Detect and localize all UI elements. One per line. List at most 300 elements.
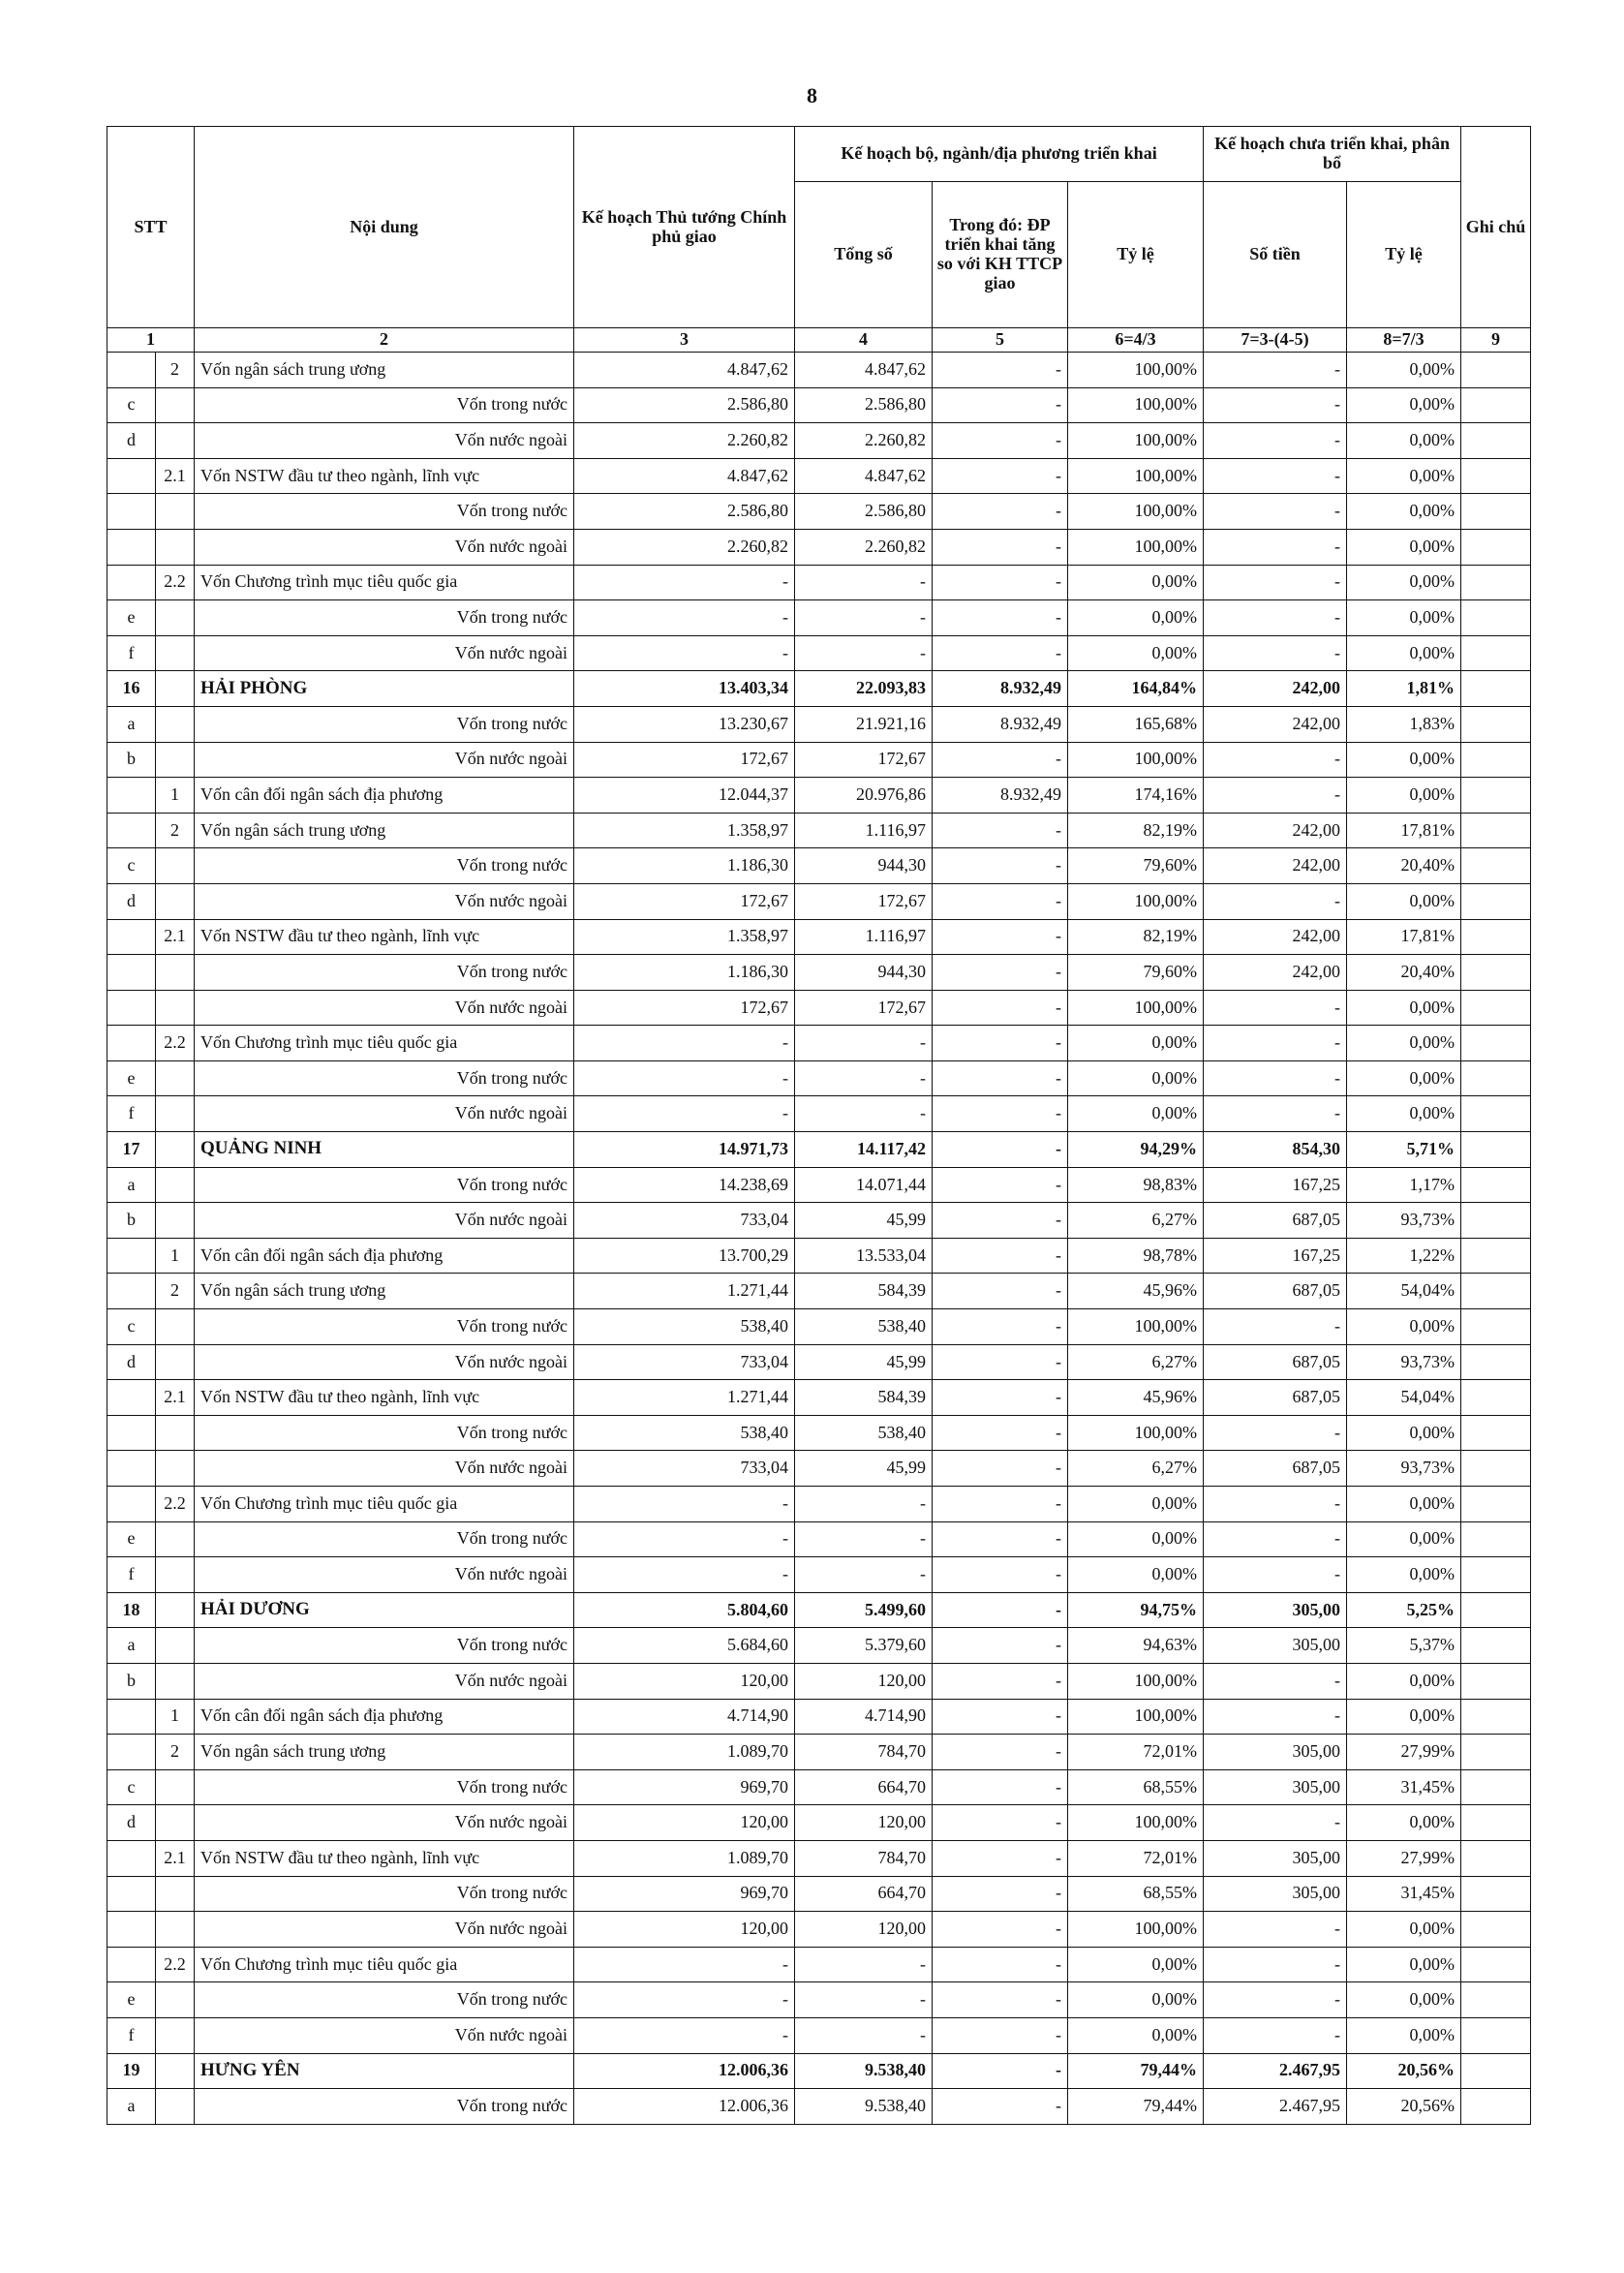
row-stt: e bbox=[107, 1521, 156, 1557]
ty-le-chua-trien-khai-value: 0,00% bbox=[1347, 2017, 1461, 2053]
ty-le-trien-khai-value: 100,00% bbox=[1068, 1805, 1204, 1841]
ty-le-trien-khai-value: 100,00% bbox=[1068, 529, 1204, 565]
ke-hoach-ttcp-value: - bbox=[574, 2017, 795, 2053]
ke-hoach-ttcp-value: 969,70 bbox=[574, 1876, 795, 1912]
row-stt: a bbox=[107, 1628, 156, 1664]
ke-hoach-ttcp-value: 5.684,60 bbox=[574, 1628, 795, 1664]
ty-le-trien-khai-value: 0,00% bbox=[1068, 635, 1204, 671]
table-row bbox=[107, 1415, 1531, 1451]
row-stt bbox=[107, 458, 156, 494]
ty-le-trien-khai-value: 0,00% bbox=[1068, 1487, 1204, 1522]
row-ghi-chu bbox=[1461, 813, 1531, 848]
ty-le-trien-khai-value: 0,00% bbox=[1068, 1060, 1204, 1096]
ty-le-chua-trien-khai-value: 0,00% bbox=[1347, 1026, 1461, 1061]
row-sub-number bbox=[156, 1769, 195, 1805]
table-row bbox=[107, 1060, 1531, 1096]
ty-le-chua-trien-khai-value: 1,81% bbox=[1347, 671, 1461, 707]
table-row bbox=[107, 1557, 1531, 1593]
table-row bbox=[107, 1203, 1531, 1239]
ke-hoach-ttcp-value: 13.230,67 bbox=[574, 706, 795, 742]
so-tien-chua-trien-khai-value: - bbox=[1204, 1663, 1347, 1699]
so-tien-chua-trien-khai-value: - bbox=[1204, 742, 1347, 778]
tong-so-value: - bbox=[795, 600, 933, 636]
row-stt: c bbox=[107, 848, 156, 884]
row-stt: c bbox=[107, 1769, 156, 1805]
row-stt bbox=[107, 1876, 156, 1912]
ke-hoach-ttcp-value: 1.089,70 bbox=[574, 1840, 795, 1876]
row-stt bbox=[107, 955, 156, 991]
ke-hoach-ttcp-value: 172,67 bbox=[574, 742, 795, 778]
row-stt: e bbox=[107, 1060, 156, 1096]
table-row bbox=[107, 458, 1531, 494]
ty-le-trien-khai-value: 79,60% bbox=[1068, 955, 1204, 991]
ty-le-trien-khai-value: 82,19% bbox=[1068, 813, 1204, 848]
colnum-4: 4 bbox=[795, 328, 933, 353]
row-sub-number bbox=[156, 1982, 195, 2018]
row-sub-number: 2.1 bbox=[156, 458, 195, 494]
row-content: Vốn trong nước bbox=[195, 494, 574, 530]
header-tong-so: Tổng số bbox=[795, 182, 933, 328]
ke-hoach-ttcp-value: - bbox=[574, 1060, 795, 1096]
tong-so-value: 664,70 bbox=[795, 1876, 933, 1912]
tang-so-voi-ttcp-value: - bbox=[933, 353, 1068, 388]
ty-le-chua-trien-khai-value: 0,00% bbox=[1347, 1982, 1461, 2018]
so-tien-chua-trien-khai-value: 242,00 bbox=[1204, 706, 1347, 742]
row-sub-number bbox=[156, 600, 195, 636]
row-content: Vốn nước ngoài bbox=[195, 1663, 574, 1699]
row-content: Vốn nước ngoài bbox=[195, 1203, 574, 1239]
colnum-8: 8=7/3 bbox=[1347, 328, 1461, 353]
tang-so-voi-ttcp-value: - bbox=[933, 423, 1068, 459]
row-ghi-chu bbox=[1461, 1735, 1531, 1770]
so-tien-chua-trien-khai-value: 242,00 bbox=[1204, 848, 1347, 884]
row-stt: 18 bbox=[107, 1592, 156, 1628]
ke-hoach-ttcp-value: 120,00 bbox=[574, 1663, 795, 1699]
colnum-3: 3 bbox=[574, 328, 795, 353]
table-row bbox=[107, 1132, 1531, 1168]
row-content: Vốn trong nước bbox=[195, 1982, 574, 2018]
column-number-row bbox=[107, 328, 1531, 353]
ke-hoach-ttcp-value: 4.714,90 bbox=[574, 1699, 795, 1735]
colnum-7: 7=3-(4-5) bbox=[1204, 328, 1347, 353]
ty-le-trien-khai-value: 100,00% bbox=[1068, 353, 1204, 388]
tong-so-value: 584,39 bbox=[795, 1380, 933, 1416]
row-content: Vốn nước ngoài bbox=[195, 1344, 574, 1380]
colnum-1: 1 bbox=[107, 328, 195, 353]
tong-so-value: 784,70 bbox=[795, 1735, 933, 1770]
row-sub-number bbox=[156, 883, 195, 919]
row-sub-number bbox=[156, 1912, 195, 1948]
row-ghi-chu bbox=[1461, 1203, 1531, 1239]
row-sub-number bbox=[156, 635, 195, 671]
ty-le-chua-trien-khai-value: 93,73% bbox=[1347, 1344, 1461, 1380]
ty-le-trien-khai-value: 6,27% bbox=[1068, 1203, 1204, 1239]
ty-le-trien-khai-value: 100,00% bbox=[1068, 883, 1204, 919]
ty-le-chua-trien-khai-value: 0,00% bbox=[1347, 1309, 1461, 1345]
tong-so-value: 172,67 bbox=[795, 883, 933, 919]
row-sub-number bbox=[156, 1167, 195, 1203]
tang-so-voi-ttcp-value: - bbox=[933, 883, 1068, 919]
tong-so-value: 664,70 bbox=[795, 1769, 933, 1805]
colnum-2: 2 bbox=[195, 328, 574, 353]
ke-hoach-ttcp-value: 12.044,37 bbox=[574, 778, 795, 814]
row-content: Vốn trong nước bbox=[195, 1769, 574, 1805]
row-content: Vốn cân đối ngân sách địa phương bbox=[195, 778, 574, 814]
row-stt: c bbox=[107, 387, 156, 423]
row-sub-number: 2.2 bbox=[156, 1947, 195, 1982]
ty-le-trien-khai-value: 0,00% bbox=[1068, 2017, 1204, 2053]
row-sub-number bbox=[156, 990, 195, 1026]
ke-hoach-ttcp-value: 1.186,30 bbox=[574, 848, 795, 884]
row-ghi-chu bbox=[1461, 1026, 1531, 1061]
ke-hoach-ttcp-value: 2.260,82 bbox=[574, 423, 795, 459]
table-row bbox=[107, 1592, 1531, 1628]
tong-so-value: 4.847,62 bbox=[795, 353, 933, 388]
so-tien-chua-trien-khai-value: - bbox=[1204, 600, 1347, 636]
row-ghi-chu bbox=[1461, 1840, 1531, 1876]
tong-so-value: - bbox=[795, 1060, 933, 1096]
tong-so-value: - bbox=[795, 635, 933, 671]
row-ghi-chu bbox=[1461, 494, 1531, 530]
so-tien-chua-trien-khai-value: - bbox=[1204, 1487, 1347, 1522]
row-ghi-chu bbox=[1461, 1274, 1531, 1309]
row-ghi-chu bbox=[1461, 671, 1531, 707]
row-stt: f bbox=[107, 2017, 156, 2053]
ty-le-chua-trien-khai-value: 1,83% bbox=[1347, 706, 1461, 742]
tang-so-voi-ttcp-value: - bbox=[933, 1805, 1068, 1841]
tong-so-value: 2.260,82 bbox=[795, 529, 933, 565]
so-tien-chua-trien-khai-value: 687,05 bbox=[1204, 1344, 1347, 1380]
tang-so-voi-ttcp-value: 8.932,49 bbox=[933, 671, 1068, 707]
row-sub-number bbox=[156, 1132, 195, 1168]
tang-so-voi-ttcp-value: - bbox=[933, 635, 1068, 671]
row-sub-number bbox=[156, 1805, 195, 1841]
tang-so-voi-ttcp-value: - bbox=[933, 813, 1068, 848]
row-content: Vốn nước ngoài bbox=[195, 1805, 574, 1841]
row-sub-number bbox=[156, 742, 195, 778]
row-content: Vốn nước ngoài bbox=[195, 1912, 574, 1948]
ke-hoach-ttcp-value: 2.586,80 bbox=[574, 494, 795, 530]
row-ghi-chu bbox=[1461, 635, 1531, 671]
so-tien-chua-trien-khai-value: - bbox=[1204, 529, 1347, 565]
row-stt: e bbox=[107, 1982, 156, 2018]
ty-le-trien-khai-value: 0,00% bbox=[1068, 1096, 1204, 1132]
ke-hoach-ttcp-value: - bbox=[574, 565, 795, 600]
ty-le-trien-khai-value: 100,00% bbox=[1068, 1415, 1204, 1451]
row-content: Vốn trong nước bbox=[195, 387, 574, 423]
row-ghi-chu bbox=[1461, 1415, 1531, 1451]
so-tien-chua-trien-khai-value: 242,00 bbox=[1204, 813, 1347, 848]
row-stt: d bbox=[107, 423, 156, 459]
tong-so-value: 9.538,40 bbox=[795, 2089, 933, 2125]
table-row bbox=[107, 919, 1531, 955]
ke-hoach-ttcp-value: 13.403,34 bbox=[574, 671, 795, 707]
header-group-trien-khai: Kế hoạch bộ, ngành/địa phương triển khai bbox=[795, 127, 1204, 182]
tong-so-value: 14.071,44 bbox=[795, 1167, 933, 1203]
row-sub-number: 2.1 bbox=[156, 919, 195, 955]
tang-so-voi-ttcp-value: - bbox=[933, 919, 1068, 955]
ty-le-trien-khai-value: 0,00% bbox=[1068, 1521, 1204, 1557]
tang-so-voi-ttcp-value: - bbox=[933, 742, 1068, 778]
header-ke-hoach-ttcp: Kế hoạch Thủ tướng Chính phủ giao bbox=[574, 127, 795, 328]
row-stt: 17 bbox=[107, 1132, 156, 1168]
table-row bbox=[107, 848, 1531, 884]
ke-hoach-ttcp-value: - bbox=[574, 1557, 795, 1593]
ty-le-chua-trien-khai-value: 0,00% bbox=[1347, 494, 1461, 530]
row-content: Vốn trong nước bbox=[195, 1415, 574, 1451]
row-ghi-chu bbox=[1461, 1238, 1531, 1274]
ty-le-chua-trien-khai-value: 0,00% bbox=[1347, 600, 1461, 636]
table-row bbox=[107, 1487, 1531, 1522]
so-tien-chua-trien-khai-value: 687,05 bbox=[1204, 1451, 1347, 1487]
row-stt bbox=[107, 1912, 156, 1948]
investment-plan-table bbox=[107, 126, 1531, 2125]
table-row bbox=[107, 1735, 1531, 1770]
row-content: Vốn trong nước bbox=[195, 1628, 574, 1664]
ty-le-chua-trien-khai-value: 0,00% bbox=[1347, 458, 1461, 494]
tang-so-voi-ttcp-value: - bbox=[933, 1628, 1068, 1664]
row-ghi-chu bbox=[1461, 1663, 1531, 1699]
ty-le-chua-trien-khai-value: 0,00% bbox=[1347, 778, 1461, 814]
ty-le-trien-khai-value: 94,63% bbox=[1068, 1628, 1204, 1664]
tang-so-voi-ttcp-value: - bbox=[933, 1592, 1068, 1628]
header-ghi-chu: Ghi chú bbox=[1461, 127, 1531, 328]
ke-hoach-ttcp-value: 172,67 bbox=[574, 883, 795, 919]
row-ghi-chu bbox=[1461, 1912, 1531, 1948]
so-tien-chua-trien-khai-value: - bbox=[1204, 1947, 1347, 1982]
row-sub-number: 2 bbox=[156, 1735, 195, 1770]
ty-le-trien-khai-value: 45,96% bbox=[1068, 1274, 1204, 1309]
tang-so-voi-ttcp-value: 8.932,49 bbox=[933, 778, 1068, 814]
tong-so-value: 538,40 bbox=[795, 1415, 933, 1451]
ty-le-trien-khai-value: 165,68% bbox=[1068, 706, 1204, 742]
tong-so-value: 2.260,82 bbox=[795, 423, 933, 459]
row-sub-number bbox=[156, 423, 195, 459]
row-stt bbox=[107, 919, 156, 955]
header-stt: STT bbox=[107, 127, 195, 328]
row-content: Vốn NSTW đầu tư theo ngành, lĩnh vực bbox=[195, 1840, 574, 1876]
row-content: Vốn NSTW đầu tư theo ngành, lĩnh vực bbox=[195, 1380, 574, 1416]
ty-le-chua-trien-khai-value: 0,00% bbox=[1347, 565, 1461, 600]
header-ty-le-1: Tỷ lệ bbox=[1068, 182, 1204, 328]
header-so-tien: Số tiền bbox=[1204, 182, 1347, 328]
table-row bbox=[107, 423, 1531, 459]
tang-so-voi-ttcp-value: - bbox=[933, 458, 1068, 494]
tong-so-value: 45,99 bbox=[795, 1203, 933, 1239]
ke-hoach-ttcp-value: - bbox=[574, 635, 795, 671]
ty-le-trien-khai-value: 98,83% bbox=[1068, 1167, 1204, 1203]
ke-hoach-ttcp-value: 13.700,29 bbox=[574, 1238, 795, 1274]
ke-hoach-ttcp-value: 4.847,62 bbox=[574, 353, 795, 388]
so-tien-chua-trien-khai-value: 854,30 bbox=[1204, 1132, 1347, 1168]
table-row bbox=[107, 1344, 1531, 1380]
row-sub-number bbox=[156, 955, 195, 991]
ty-le-trien-khai-value: 100,00% bbox=[1068, 1912, 1204, 1948]
row-ghi-chu bbox=[1461, 1132, 1531, 1168]
so-tien-chua-trien-khai-value: - bbox=[1204, 1415, 1347, 1451]
ty-le-chua-trien-khai-value: 20,40% bbox=[1347, 848, 1461, 884]
tang-so-voi-ttcp-value: - bbox=[933, 1699, 1068, 1735]
tong-so-value: - bbox=[795, 1521, 933, 1557]
tang-so-voi-ttcp-value: - bbox=[933, 1309, 1068, 1345]
ty-le-chua-trien-khai-value: 93,73% bbox=[1347, 1203, 1461, 1239]
so-tien-chua-trien-khai-value: 242,00 bbox=[1204, 671, 1347, 707]
tang-so-voi-ttcp-value: - bbox=[933, 2089, 1068, 2125]
row-content: HẢI DƯƠNG bbox=[195, 1592, 574, 1628]
ty-le-chua-trien-khai-value: 20,40% bbox=[1347, 955, 1461, 991]
row-sub-number bbox=[156, 848, 195, 884]
tang-so-voi-ttcp-value: - bbox=[933, 1060, 1068, 1096]
tang-so-voi-ttcp-value: - bbox=[933, 565, 1068, 600]
so-tien-chua-trien-khai-value: - bbox=[1204, 1912, 1347, 1948]
row-sub-number bbox=[156, 494, 195, 530]
row-ghi-chu bbox=[1461, 706, 1531, 742]
ty-le-chua-trien-khai-value: 0,00% bbox=[1347, 1947, 1461, 1982]
table-row bbox=[107, 2017, 1531, 2053]
so-tien-chua-trien-khai-value: 242,00 bbox=[1204, 955, 1347, 991]
table-row bbox=[107, 1699, 1531, 1735]
row-sub-number bbox=[156, 1096, 195, 1132]
tong-so-value: 5.499,60 bbox=[795, 1592, 933, 1628]
colnum-6: 6=4/3 bbox=[1068, 328, 1204, 353]
ty-le-chua-trien-khai-value: 0,00% bbox=[1347, 1487, 1461, 1522]
so-tien-chua-trien-khai-value: 167,25 bbox=[1204, 1167, 1347, 1203]
tong-so-value: 120,00 bbox=[795, 1805, 933, 1841]
table-row bbox=[107, 1628, 1531, 1664]
row-stt: c bbox=[107, 1309, 156, 1345]
tang-so-voi-ttcp-value: 8.932,49 bbox=[933, 706, 1068, 742]
table-row bbox=[107, 706, 1531, 742]
ty-le-trien-khai-value: 72,01% bbox=[1068, 1840, 1204, 1876]
ty-le-chua-trien-khai-value: 27,99% bbox=[1347, 1840, 1461, 1876]
so-tien-chua-trien-khai-value: 242,00 bbox=[1204, 919, 1347, 955]
tang-so-voi-ttcp-value: - bbox=[933, 1947, 1068, 1982]
so-tien-chua-trien-khai-value: 687,05 bbox=[1204, 1203, 1347, 1239]
row-ghi-chu bbox=[1461, 1344, 1531, 1380]
row-content: Vốn trong nước bbox=[195, 1309, 574, 1345]
row-ghi-chu bbox=[1461, 1060, 1531, 1096]
ty-le-trien-khai-value: 98,78% bbox=[1068, 1238, 1204, 1274]
row-ghi-chu bbox=[1461, 353, 1531, 388]
row-content: Vốn ngân sách trung ương bbox=[195, 1735, 574, 1770]
tong-so-value: 20.976,86 bbox=[795, 778, 933, 814]
table-row bbox=[107, 1167, 1531, 1203]
ty-le-chua-trien-khai-value: 54,04% bbox=[1347, 1380, 1461, 1416]
row-stt bbox=[107, 1451, 156, 1487]
row-sub-number bbox=[156, 1344, 195, 1380]
tang-so-voi-ttcp-value: - bbox=[933, 2053, 1068, 2089]
table-row bbox=[107, 1451, 1531, 1487]
row-stt bbox=[107, 1699, 156, 1735]
ty-le-chua-trien-khai-value: 0,00% bbox=[1347, 1415, 1461, 1451]
ke-hoach-ttcp-value: 4.847,62 bbox=[574, 458, 795, 494]
ty-le-trien-khai-value: 6,27% bbox=[1068, 1344, 1204, 1380]
row-ghi-chu bbox=[1461, 2089, 1531, 2125]
row-content: Vốn nước ngoài bbox=[195, 1557, 574, 1593]
ke-hoach-ttcp-value: 2.586,80 bbox=[574, 387, 795, 423]
row-content: Vốn trong nước bbox=[195, 1521, 574, 1557]
row-ghi-chu bbox=[1461, 1805, 1531, 1841]
table-row bbox=[107, 1380, 1531, 1416]
row-stt: e bbox=[107, 600, 156, 636]
ke-hoach-ttcp-value: 12.006,36 bbox=[574, 2053, 795, 2089]
row-ghi-chu bbox=[1461, 883, 1531, 919]
tang-so-voi-ttcp-value: - bbox=[933, 1203, 1068, 1239]
table-row bbox=[107, 1840, 1531, 1876]
ty-le-chua-trien-khai-value: 0,00% bbox=[1347, 1699, 1461, 1735]
row-sub-number: 2.2 bbox=[156, 565, 195, 600]
row-stt bbox=[107, 1947, 156, 1982]
row-sub-number: 2.2 bbox=[156, 1487, 195, 1522]
table-row bbox=[107, 1274, 1531, 1309]
ty-le-chua-trien-khai-value: 0,00% bbox=[1347, 1521, 1461, 1557]
row-sub-number bbox=[156, 387, 195, 423]
ke-hoach-ttcp-value: 14.238,69 bbox=[574, 1167, 795, 1203]
header-ty-le-2: Tỷ lệ bbox=[1347, 182, 1461, 328]
ke-hoach-ttcp-value: 733,04 bbox=[574, 1344, 795, 1380]
row-content: QUẢNG NINH bbox=[195, 1132, 574, 1168]
ke-hoach-ttcp-value: 1.089,70 bbox=[574, 1735, 795, 1770]
table-row bbox=[107, 1876, 1531, 1912]
tang-so-voi-ttcp-value: - bbox=[933, 990, 1068, 1026]
so-tien-chua-trien-khai-value: - bbox=[1204, 1026, 1347, 1061]
ty-le-trien-khai-value: 94,75% bbox=[1068, 1592, 1204, 1628]
ty-le-trien-khai-value: 79,44% bbox=[1068, 2089, 1204, 2125]
tang-so-voi-ttcp-value: - bbox=[933, 1451, 1068, 1487]
ty-le-trien-khai-value: 0,00% bbox=[1068, 1947, 1204, 1982]
row-sub-number bbox=[156, 1309, 195, 1345]
ty-le-trien-khai-value: 0,00% bbox=[1068, 1982, 1204, 2018]
tang-so-voi-ttcp-value: - bbox=[933, 1521, 1068, 1557]
row-stt: d bbox=[107, 1805, 156, 1841]
ty-le-chua-trien-khai-value: 0,00% bbox=[1347, 1096, 1461, 1132]
ke-hoach-ttcp-value: - bbox=[574, 1521, 795, 1557]
so-tien-chua-trien-khai-value: 2.467,95 bbox=[1204, 2089, 1347, 2125]
tang-so-voi-ttcp-value: - bbox=[933, 1380, 1068, 1416]
ty-le-chua-trien-khai-value: 1,22% bbox=[1347, 1238, 1461, 1274]
row-ghi-chu bbox=[1461, 1309, 1531, 1345]
tang-so-voi-ttcp-value: - bbox=[933, 1132, 1068, 1168]
so-tien-chua-trien-khai-value: 167,25 bbox=[1204, 1238, 1347, 1274]
row-ghi-chu bbox=[1461, 1487, 1531, 1522]
tang-so-voi-ttcp-value: - bbox=[933, 1735, 1068, 1770]
ty-le-trien-khai-value: 100,00% bbox=[1068, 1663, 1204, 1699]
row-content: Vốn nước ngoài bbox=[195, 635, 574, 671]
row-ghi-chu bbox=[1461, 1096, 1531, 1132]
table-row bbox=[107, 1026, 1531, 1061]
row-ghi-chu bbox=[1461, 529, 1531, 565]
row-sub-number: 2.2 bbox=[156, 1026, 195, 1061]
row-sub-number bbox=[156, 1592, 195, 1628]
row-content: Vốn trong nước bbox=[195, 600, 574, 636]
table-row bbox=[107, 353, 1531, 388]
so-tien-chua-trien-khai-value: 305,00 bbox=[1204, 1769, 1347, 1805]
ty-le-chua-trien-khai-value: 0,00% bbox=[1347, 387, 1461, 423]
ty-le-trien-khai-value: 0,00% bbox=[1068, 1026, 1204, 1061]
row-stt bbox=[107, 990, 156, 1026]
row-stt: a bbox=[107, 706, 156, 742]
row-content: Vốn nước ngoài bbox=[195, 742, 574, 778]
ty-le-chua-trien-khai-value: 0,00% bbox=[1347, 1557, 1461, 1593]
tong-so-value: 1.116,97 bbox=[795, 919, 933, 955]
row-ghi-chu bbox=[1461, 955, 1531, 991]
tong-so-value: 538,40 bbox=[795, 1309, 933, 1345]
tong-so-value: 944,30 bbox=[795, 848, 933, 884]
ty-le-chua-trien-khai-value: 0,00% bbox=[1347, 990, 1461, 1026]
tong-so-value: - bbox=[795, 2017, 933, 2053]
row-ghi-chu bbox=[1461, 1947, 1531, 1982]
ke-hoach-ttcp-value: 1.186,30 bbox=[574, 955, 795, 991]
